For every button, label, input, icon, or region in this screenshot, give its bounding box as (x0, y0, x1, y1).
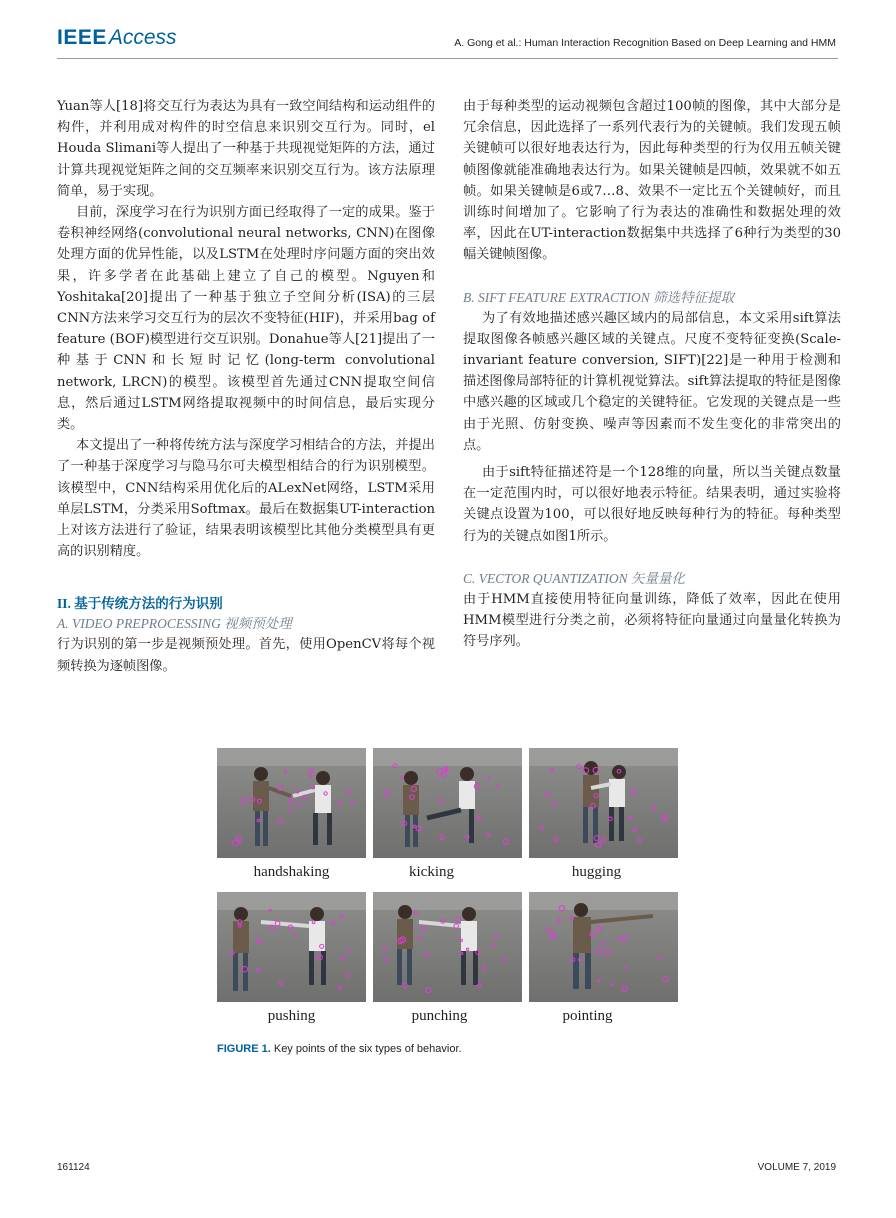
keypoint-marker (241, 798, 247, 804)
keypoint-marker (298, 804, 301, 807)
keypoint-marker (550, 768, 553, 771)
keypoint-marker (546, 793, 550, 797)
keypoint-marker (278, 819, 283, 824)
figure-caption (217, 1043, 462, 1055)
keypoint-marker (495, 935, 498, 938)
keypoint-marker (579, 959, 581, 961)
keypoint-marker (347, 789, 351, 793)
keypoint-marker (289, 810, 291, 812)
keypoint-marker (338, 986, 342, 990)
keypoint-marker (550, 932, 554, 936)
keypoint-marker (401, 777, 403, 779)
keypoint-marker (597, 927, 602, 932)
keypoint-marker (437, 769, 443, 775)
keypoint-marker (340, 915, 344, 919)
keypoint-marker (288, 798, 293, 803)
pointing-photo (529, 892, 678, 1002)
keypoint-marker (256, 940, 258, 942)
keypoint-marker (633, 828, 637, 832)
keypoint-marker (302, 795, 307, 800)
keypoint-marker (440, 835, 444, 839)
journal-logo (57, 26, 177, 50)
keypoint-marker (279, 981, 283, 985)
paragraph: 本文提出了一种将传统方法与深度学习相结合的方法，并提出了一种基于深度学习与隐马尔可夫模型相结合的行为识别模型。该模型中，CNN结构采用优化后的ALexNet网络，LSTM采用单层LSTM，分类采用Softmax。最后在数据集UT-interaction上对该方法进行了验证，结果表明该模型比其他分类模型具有更高的识别精度。 (57, 438, 435, 560)
keypoint-marker (474, 784, 480, 790)
keypoint-marker (482, 966, 485, 969)
panel-label: kicking (409, 864, 454, 880)
running-title: A. Gong et al.: Human Interaction Recognition Based on Deep Learning and HMM (454, 37, 836, 49)
keypoint-marker (345, 974, 349, 978)
keypoint-marker (270, 925, 275, 930)
keypoint-marker (309, 774, 312, 777)
paragraph: 由于HMM直接使用特征向量训练，降低了效率，因此在使用HMM模型进行分类之前，必须将特征向量通过向量量化转换为符号序列。 (463, 591, 841, 650)
keypoint-marker (570, 917, 573, 920)
keypoint-marker (622, 986, 627, 991)
panel-label: pushing (267, 1008, 316, 1024)
keypoint-marker (623, 936, 628, 941)
keypoint-marker (637, 839, 641, 843)
keypoint-marker (269, 909, 271, 911)
keypoint-marker (466, 836, 469, 839)
keypoint-marker (554, 837, 559, 842)
keypoint-marker (383, 947, 387, 951)
header-divider (57, 58, 838, 59)
keypoint-marker (425, 953, 429, 957)
panel-label: handshaking (253, 864, 330, 880)
figure-caption-label: FIGURE 1. (217, 1043, 271, 1055)
section-heading: II. 基于传统方法的行为识别 (57, 596, 223, 612)
keypoint-marker (476, 816, 480, 820)
keypoint-marker (553, 802, 557, 806)
keypoint-marker (341, 957, 345, 961)
keypoint-marker (477, 984, 481, 988)
keypoint-marker (503, 839, 508, 844)
punching-photo (373, 892, 522, 1002)
keypoint-marker (605, 950, 611, 956)
keypoint-marker (596, 949, 602, 955)
keypoint-marker (554, 934, 556, 936)
keypoint-marker (422, 926, 426, 930)
keypoint-marker (456, 917, 461, 922)
handshaking-photo (217, 748, 366, 858)
keypoint-marker (602, 942, 605, 945)
keypoint-marker (258, 940, 262, 944)
subsection-heading: C. VECTOR QUANTIZATION 矢量量化 (463, 570, 686, 586)
keypoint-marker (611, 984, 613, 986)
keypoint-marker (384, 959, 386, 961)
keypoint-marker (559, 906, 564, 911)
keypoint-marker (658, 957, 661, 960)
keypoint-marker (231, 952, 234, 955)
keypoint-marker (237, 836, 241, 840)
keypoint-marker (596, 842, 602, 848)
panel-label: hugging (571, 864, 622, 880)
keypoint-marker (540, 826, 544, 830)
keypoint-marker (577, 764, 581, 768)
keypoint-marker (403, 983, 407, 987)
subsection-heading: B. SIFT FEATURE EXTRACTION 筛选特征提取 (463, 289, 735, 305)
keypoint-marker (257, 969, 260, 972)
keypoint-marker (238, 840, 241, 843)
figure-1 (217, 744, 679, 1034)
keypoint-marker (597, 980, 599, 982)
keypoint-marker (492, 944, 494, 946)
panel-label: pointing (562, 1008, 613, 1024)
keypoint-marker (393, 764, 397, 768)
keypoint-marker (440, 799, 443, 802)
page-number: 161124 (57, 1162, 90, 1173)
keypoint-marker (551, 936, 553, 938)
keypoint-marker (653, 807, 657, 811)
paragraph: 行为识别的第一步是视频预处理。首先，使用OpenCV将每个视频转换为逐帧图像。 (57, 637, 435, 674)
keypoint-marker (601, 838, 606, 843)
hugging-photo (529, 748, 678, 858)
keypoint-marker (348, 950, 350, 952)
keypoint-marker (426, 988, 431, 993)
keypoint-marker (312, 786, 315, 789)
figure-caption-text: Key points of the six types of behavior. (270, 1043, 462, 1055)
paragraph: 由于sift特征描述符是一个128维的向量，所以当关键点数量在一定范围内时，可以很好地表示特征。结果表明，通过实验将关键点设置为100，可以很好地反映每种行为的特征。每种类型行为的关键点如图1所示。 (463, 465, 841, 544)
keypoint-marker (496, 785, 498, 787)
keypoint-marker (631, 790, 637, 796)
keypoint-marker (488, 834, 491, 837)
keypoint-marker (338, 802, 341, 805)
keypoint-marker (504, 958, 507, 961)
paragraph: Yuan等人[18]将交互行为表达为具有一致空间结构和运动组件的构件，并利用成对构件的时空信息来识别交互行为。同时，el Houda Slimani等人提出了一种基于共现视觉矩阵的方法，通过计算共现视觉矩阵之间的交互频率来识别交互行为。该方法原理简单，易于实现。 (57, 99, 435, 199)
right-column (463, 96, 841, 652)
keypoint-marker (546, 928, 550, 932)
keypoint-marker (284, 771, 286, 773)
keypoint-marker (629, 816, 632, 819)
keypoint-marker (557, 919, 560, 922)
pushing-photo (217, 892, 366, 1002)
keypoint-marker (418, 936, 421, 939)
keypoint-marker (664, 818, 667, 821)
paragraph: 目前，深度学习在行为识别方面已经取得了一定的成果。鉴于卷积神经网络(convolutional neural networks, CNN)在图像处理方面的优异性能，以及LSTM在处理时序问题方面的突出效果，许多学者在此基础上建立了自己的模型。Nguyen和Yoshitaka[20]提出了一种基于独立子空间分析(ISA)的三层CNN方法来学习交互行为的层次不变特征(HIF)，并采用bag of feature (BOF)模型进行交互识别。Donahue等人[21]提出了一种基于CNN和长短时记忆(long-term convolutional network, LRCN)的模型。该模型首先通过CNN提取空间信息，然后通过LSTM网络提取视频中的时间信息，最后实现分类。 (57, 205, 435, 433)
keypoint-marker (309, 768, 313, 772)
keypoint-marker (278, 785, 283, 790)
keypoint-marker (414, 911, 417, 914)
logo-ieee: IEEE (57, 26, 107, 49)
keypoint-marker (663, 977, 668, 982)
left-column (57, 96, 435, 677)
keypoint-marker (488, 777, 490, 779)
keypoint-marker (625, 966, 627, 968)
keypoint-marker (294, 934, 296, 936)
paragraph: 由于每种类型的运动视频包含超过100帧的图像，其中大部分是冗余信息，因此选择了一系列代表行为的关键帧。我们发现五帧关键帧可以很好地表达行为，因此每种类型的行为仅用五帧关键帧图像就能准确地表达行为。如果关键帧是四帧，效果就不如五帧。如果关键帧是6或7…8、效果不一定比五个关键帧好，而且训练时间增加了。它影响了行为表达的准确性和数据处理的效率，因此在UT-interaction数据集中共选择了6种行为类型的30幅关键帧图像。 (463, 99, 841, 263)
subsection-heading: A. VIDEO PREPROCESSING 视频预处理 (57, 616, 292, 632)
keypoint-marker (296, 791, 299, 794)
keypoint-marker (351, 800, 354, 803)
keypoint-marker (331, 921, 334, 924)
paragraph: 为了有效地描述感兴趣区域内的局部信息，本文采用sift算法提取图像各帧感兴趣区域的关键点。尺度不变特征变换(Scale-invariant feature conversion, SIFT)[22]是一种用于检测和描述图像局部特征的计算机视觉算法。sift算法提取的特征是图像中感兴趣的区域或几个稳定的关键特征。它发现的关键点是一些由于光照、仿射变换、噪声等因素而不发生变化的非常突出的点。 (463, 310, 841, 453)
keypoint-marker (384, 792, 388, 796)
kicking-photo (373, 748, 522, 858)
volume-info: VOLUME 7, 2019 (757, 1162, 836, 1173)
panel-label: punching (411, 1008, 468, 1024)
logo-access: Access (108, 26, 177, 49)
keypoint-marker (618, 938, 621, 941)
